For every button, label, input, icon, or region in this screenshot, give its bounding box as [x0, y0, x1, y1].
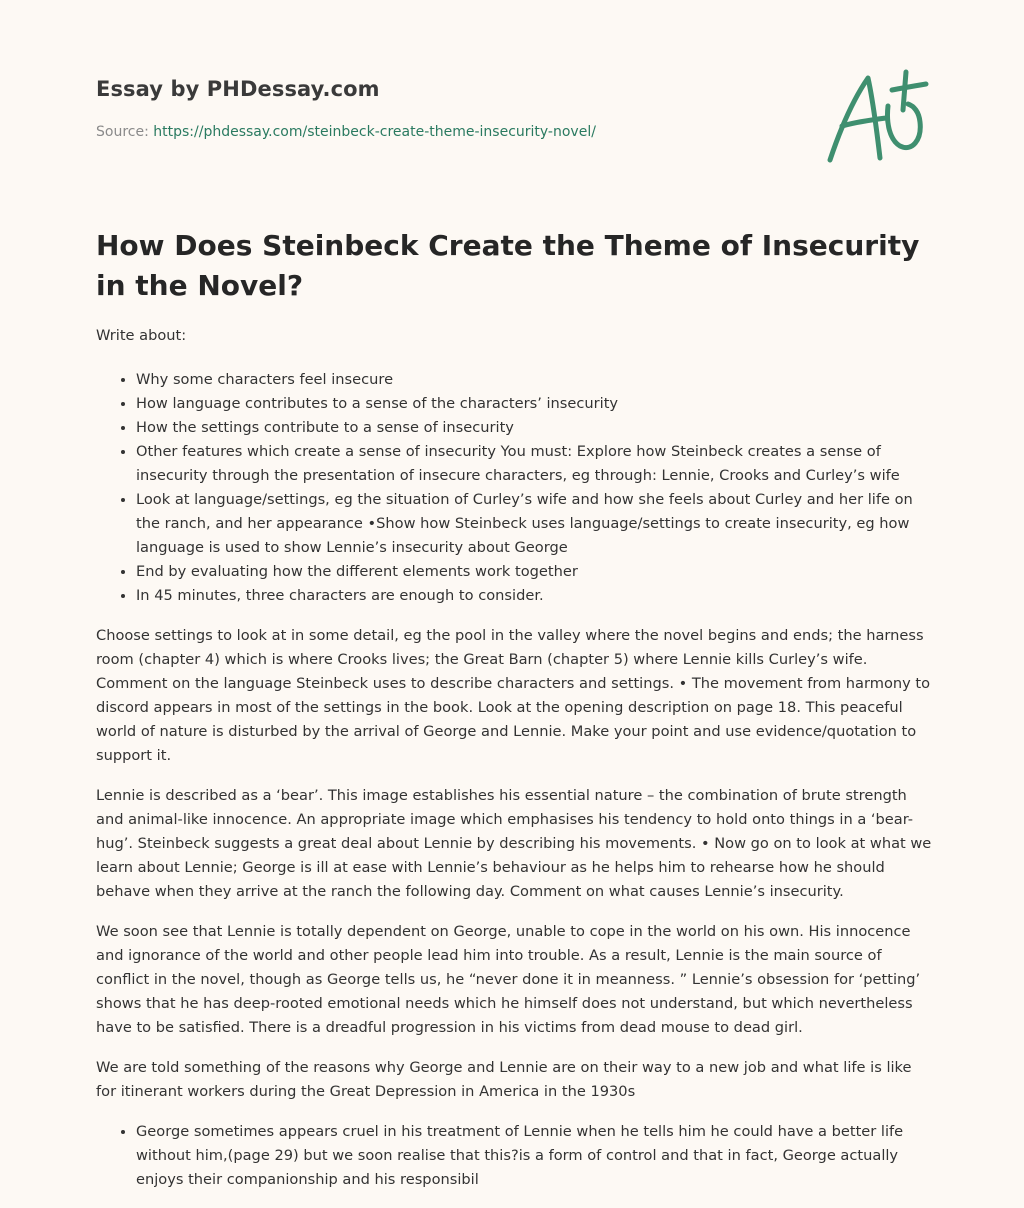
- essay-title: How Does Steinbeck Create the Theme of Insecurity in the Novel?: [96, 229, 920, 302]
- source-link[interactable]: https://phdessay.com/steinbeck-create-theme-insecurity-novel/: [153, 124, 596, 140]
- analysis-list: [96, 1120, 932, 1192]
- assignment-list: [96, 368, 932, 608]
- a-plus-logo-icon: [824, 66, 934, 166]
- list-item: • How language contributes to a sense of the characters’ insecurity: [136, 392, 932, 416]
- list-item: • Why some characters feel insecure: [136, 368, 932, 392]
- paragraph: We are told something of the reasons why George and Lennie are on their way to a new job and what life is like for itinerant workers during the Great Depression in America in the 1930s: [96, 1059, 912, 1100]
- paragraph: We soon see that Lennie is totally dependent on George, unable to cope in the world on his own. His innocence and ignorance of the world and other people lead him into trouble. As a result, Lennie is the main source of conflict in the novel, though as George tells us, he “never done it in meanness. ” Lennie’s obsession for ‘petting’ shows that he has deep-rooted emotional needs which he himself does not understand, but which nevertheless have to be satisfied. There is a dreadful progression in his victims from dead mouse to dead girl.: [96, 923, 921, 1036]
- paragraph: Choose settings to look at in some detail, eg the pool in the valley where the novel begins and ends; the harness room (chapter 4) which is where Crooks lives; the Great Barn (chapter 5) where Lennie kills Curley’s wife. Comment on the language Steinbeck uses to describe characters and settings. • The movement from harmony to discord appears in most of the settings in the book. Look at the opening description on page 18. This peaceful world of nature is disturbed by the arrival of George and Lennie. Make your point and use evidence/quotation to support it.: [96, 627, 931, 764]
- source-label: Source:: [96, 124, 149, 140]
- paragraph: Lennie is described as a ‘bear’. This image establishes his essential nature – the combination of brute strength and animal-like innocence. An appropriate image which emphasises his tendency to hold onto things in a ‘bear-hug’. Steinbeck suggests a great deal about Lennie by describing his movements. • Now go on to look at what we learn about Lennie; George is ill at ease with Lennie’s behaviour as he helps him to rehearse how he should behave when they arrive at the ranch the following day. Comment on what causes Lennie’s insecurity.: [96, 787, 932, 900]
- list-item: • Look at language/settings, eg the situation of Curley’s wife and how she feels about Curley and her life on the ranch, and her appearance •Show how Steinbeck uses language/settings to create insecurity, eg how language is used to show Lennie’s insecurity about George: [136, 488, 932, 560]
- list-item: • End by evaluating how the different elements work together: [136, 560, 932, 584]
- essay-body: [96, 324, 932, 1208]
- list-item: • How the settings contribute to a sense of insecurity: [136, 416, 932, 440]
- intro-text: Write about:: [96, 327, 187, 344]
- list-item: • In 45 minutes, three characters are enough to consider.: [136, 584, 932, 608]
- brand-title: Essay by PHDessay.com: [96, 77, 380, 101]
- list-item: • George sometimes appears cruel in his treatment of Lennie when he tells him he could have a better life without him,(page 29) but we soon realise that this?is a form of control and that in fact, George actually enjoys their companionship and his responsibil: [136, 1120, 932, 1192]
- source-line: [96, 124, 596, 140]
- list-item: • Other features which create a sense of insecurity You must: Explore how Steinbeck creates a sense of insecurity through the presentation of insecure characters, eg through: Lennie, Crooks and Curley’s wife: [136, 440, 932, 488]
